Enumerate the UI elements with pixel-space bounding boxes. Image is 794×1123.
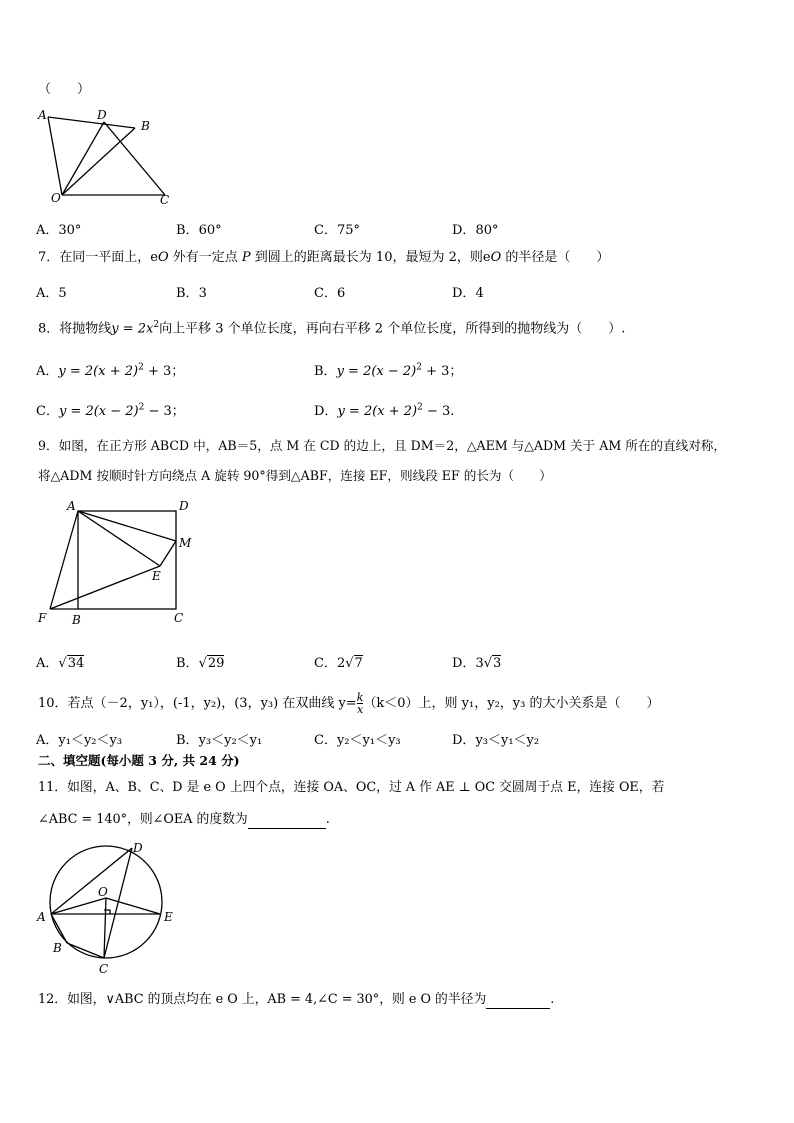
q6-label-D: D: [97, 108, 107, 122]
q11-label-B: B: [53, 941, 62, 955]
q7-option-d[interactable]: D．4: [452, 286, 484, 301]
q8-stem: 8．将抛物线$y = 2x^2$向上平移 3 个单位长度，再向右平移 2 个单位长度，所得到的抛物线为（ ）.: [38, 320, 626, 337]
q9-stem-line2: 将△ADM 按顺时针方向绕点 A 旋转 90°得到△ABF，连接 EF，则线段 EF 的长为（ ）: [38, 468, 552, 483]
q10-option-c[interactable]: C．y₂＜y₁＜y₃: [314, 733, 401, 748]
q9-option-d[interactable]: D．3√3: [452, 656, 502, 671]
q10-option-a[interactable]: A．y₁＜y₂＜y₃: [36, 733, 123, 748]
q11-line-OE: [106, 898, 160, 914]
q9-option-b[interactable]: B．√29: [176, 656, 225, 671]
q10-fraction: $\frac{k}{x}$: [356, 691, 364, 716]
q8-option-d[interactable]: D．$y = 2(x + 2)^2 - 3$.: [314, 402, 455, 419]
q10-option-b[interactable]: B．y₃＜y₂＜y₁: [176, 733, 263, 748]
q6-option-c[interactable]: C．75°: [314, 223, 360, 238]
q6-option-d[interactable]: D．80°: [452, 223, 499, 238]
q9-label-M: M: [179, 536, 192, 550]
q9-label-B: B: [72, 613, 81, 627]
q7-option-a[interactable]: A．5: [36, 286, 67, 301]
q10-stem: 10．若点（－2，y₁），(-1，y₂)，(3，y₃) 在双曲线 y= $\frac{k}{x}$ （k＜0）上，则 y₁，y₂，y₃ 的大小关系是（ ）: [38, 691, 660, 716]
q11-label-D: D: [133, 841, 143, 855]
q11-stem-line1: 11．如图，A、B、C、D 是 e O 上四个点，连接 OA、OC，过 A 作 AE ⊥ OC 交圆周于点 E，连接 OE，若: [38, 780, 665, 795]
q9-label-D: D: [179, 499, 189, 513]
q7-stem: 7．在同一平面上，eO 外有一定点 P 到圆上的距离最长为 10，最短为 2，则eO 的半径是（ ）: [38, 250, 610, 265]
q9-option-c[interactable]: C．2√7: [314, 656, 363, 671]
q10-option-d[interactable]: D．y₃＜y₁＜y₂: [452, 733, 540, 748]
q7-option-b[interactable]: B．3: [176, 286, 207, 301]
q12-answer-blank[interactable]: [486, 992, 550, 1009]
q8-option-b[interactable]: B．$y = 2(x - 2)^2 + 3$；: [314, 362, 463, 379]
q8-option-a[interactable]: A．$y = 2(x + 2)^2 + 3$；: [36, 362, 185, 379]
q6-label-B: B: [141, 119, 150, 133]
q11-line-CD: [104, 848, 132, 958]
q9-option-a[interactable]: A．√34: [36, 656, 85, 671]
q6-option-a[interactable]: A．30°: [36, 223, 82, 238]
q6-label-C: C: [160, 193, 170, 207]
q12-stem: 12．如图，∨ABC 的顶点均在 e O 上，AB = 4,∠C = 30°，则 e O 的半径为 .: [38, 992, 555, 1007]
q11-stem-line2: ∠ABC = 140°，则∠OEA 的度数为 .: [38, 812, 330, 827]
q7-option-c[interactable]: C．6: [314, 286, 346, 301]
q6-label-O: O: [51, 191, 61, 205]
q6-answer-paren: （ ）: [38, 82, 91, 97]
q9-label-C: C: [174, 611, 184, 625]
q11-line-AB: [51, 914, 67, 943]
q8-option-c[interactable]: C．$y = 2(x - 2)^2 - 3$；: [36, 402, 185, 419]
q9-label-F: F: [38, 611, 47, 625]
q6-option-b[interactable]: B．60°: [176, 223, 222, 238]
q11-label-A: A: [37, 910, 46, 924]
q11-line-OA: [51, 898, 106, 914]
q9-stem-line1: 9．如图，在正方形 ABCD 中，AB＝5，点 M 在 CD 的边上，且 DM＝2，△AEM 与△ADM 关于 AM 所在的直线对称，: [38, 438, 726, 453]
section2-title: 二、填空题(每小题 3 分, 共 24 分): [38, 753, 240, 768]
q11-label-O: O: [98, 885, 108, 899]
q11-label-E: E: [164, 910, 173, 924]
q11-line-BC: [67, 943, 104, 958]
q11-line-AD: [51, 848, 132, 914]
q11-label-C: C: [99, 962, 109, 976]
q9-label-E: E: [152, 569, 161, 583]
q9-label-A: A: [67, 499, 76, 513]
q6-label-A: A: [38, 108, 47, 122]
